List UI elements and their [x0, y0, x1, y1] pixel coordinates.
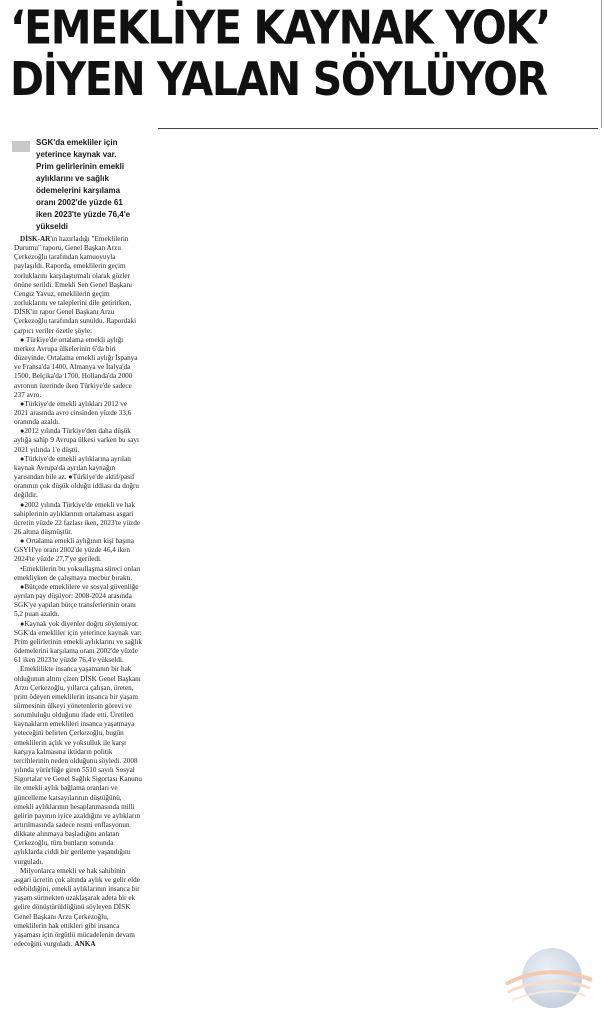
bullet-paragraph: ● Türkiye'de ortalama emekli aylığı merkez Avrupa ülkelerinin 6'da biri düzeyinde. Ortalama emekli aylığı İspanya ve Fransa'da 1400, Almanya ve İtalya'da 1500, Belçika'da 1700, Hollanda'da 2000 avronun üzerinde iken Türkiye'de sadece 237 avro. [14, 335, 138, 399]
bullet-paragraph: ●Bütçede emeklilere ve sosyal güvenliğe ayrılan pay düşüyor: 2008-2024 arasında SGK'ye yapılan bütçe transferlerinin oranı 5,2 puan azaldı. [14, 582, 139, 619]
lead-text: 'ın hazırladığı "Emeklilerin Durumu" raporu, Genel Başkan Arzu Çerkezoğlu tarafından kamuoyuyla paylaşıldı. Raporda, emeklilerin geçim zorluklarını karşılaştırmalı olarak gözler önüne serildi. Emekli Sen Genel Başkanı Cengiz Yavuz, emeklilerin geçim zorluklarını ve taleplerini dile getirirken, DİSK'in rapor Genel Başkanı Arzu Çerkezoğlu tarafından sunuldu. Rapordaki çarpıcı veriler özetle şöyle: [14, 235, 137, 335]
agency-credit: ANKA [74, 940, 96, 949]
right-border-rule [601, 0, 602, 128]
body-paragraph-3 [14, 867, 142, 949]
bullet-paragraph: ●Türkiye'de emekli aylıklarına ayrılan kaynak Avrupa'da ayrılan kaynağın yarısından bile az. ●Türkiye'de aktif/pasif oranının çok düşük olduğu iddiası da doğru değildir. [14, 454, 139, 500]
headline [10, 2, 590, 105]
spot-marker-box [12, 141, 30, 152]
body-paragraph-3-text: Milyonlarca emekli ve hak sahibinin asgari ücretin çok altında aylık ve gelir elde edebildiğini, emekli aylıklarının insanca bir yaşam sürmekten uzaklaşarak adeta bir ek gelire dönüştürüldüğünü söyleyen DİSK Genel Başkanı Arzu Çerkezoğlu, emeklilerin hak ettikleri gibi insanca yaşaması için örgütlü mücadelenin devam edeceğini vurguladı. [14, 866, 140, 949]
watermark-logo [502, 940, 594, 1018]
body-paragraph-2: Emeklilikte insanca yaşamanın bir hak olduğunun altını çizen DİSK Genel Başkanı Arzu Çerkezoğlu, yıllarca çalışan, üreten, prim ödeyen emeklilerin insanca bir yaşam sürmesinin ülkeyi yönetenlerin görevi ve sorumluluğu olduğunu ifade etti. Üretilen kaynakların emeklileri insanca yaşatmaya yeteceğini belirten Çerkezoğlu, bugün emeklilerin açlık ve yoksulluk ile karşı karşıya kalmasına iktidarın politik tercihlerinin neden olduğunu söyledi. 2008 yılında yürürlüğe giren 5510 sayılı Sosyal Sigortalar ve Genel Sağlık Sigortası Kanunu ile emekli aylık bağlama oranları ve güncelleme katsayılarının düştüğünü, emekli aylıklarının hesaplanmasında milli gelirin payının iyice azaldığını ve aylıkların artırılmasında sadece resmi enflasyonun dikkate alınmaya başladığını anlatan Çerkezoğlu, tüm bunların sonunda aylıklarda ciddi bir gerileme yaşandığını vurguladı. [14, 665, 142, 866]
headline-line-2: DİYEN YALAN SÖYLÜYOR [10, 52, 547, 107]
bullet-paragraph: ●Türkiye'de emekli aylıkları 2012 ve 2021 arasında avro cinsinden yüzde 33,6 oranında azaldı. [14, 399, 132, 427]
lead-paragraph [14, 235, 142, 336]
article-body [14, 235, 142, 949]
source-label: DİSK-AR [20, 235, 51, 243]
bullet-paragraph: ●Kaynak yok diyenler doğru söylemiyor. SGK'da emekliler için yeterince kaynak var: Prim gelirlerinin emekli aylıklarını ve sağlık ödemelerini karşılama oranı 2002'de yüzde 61 iken 2023'te yüzde 76,4'e yükseldi. [14, 619, 142, 665]
bullet-paragraph: ●2012 yılında Türkiye'den daha düşük aylığa sahip 9 Avrupa ülkesi varken bu sayı 2021 yılında 1'e düştü. [14, 427, 140, 454]
bullet-paragraph: ●2002 yılında Türkiye'de emekli ve hak sahiplerinin aylıklarının ortalaması asgari ücretin yüzde 22 fazlası iken, 2023'te yüzde 26 altına düşmüştür. [14, 500, 141, 536]
bullet-paragraph: •Emeklilerin bu yoksullaşma süreci onları emekliyken de çalışmaya mecbur bıraktı. [14, 564, 141, 582]
bullet-paragraph: ● Ortalama emekli aylığının kişi başına GSYH'ye oranı 2002'de yüzde 46,4 iken 2024'te yüzde 27,7'ye geriledi. [14, 537, 134, 564]
headline-line-1: ‘EMEKLİYE KAYNAK YOK’ [10, 0, 550, 55]
headline-rule [158, 128, 598, 129]
spot-text: SGK'da emekliler için yeterince kaynak var. Prim gelirlerinin emekli aylıklarını ve sağlık ödemelerini karşılama oranı 2002'de yüzde 61 iken 2023'te yüzde 76,4'e yükseldi [36, 138, 131, 231]
